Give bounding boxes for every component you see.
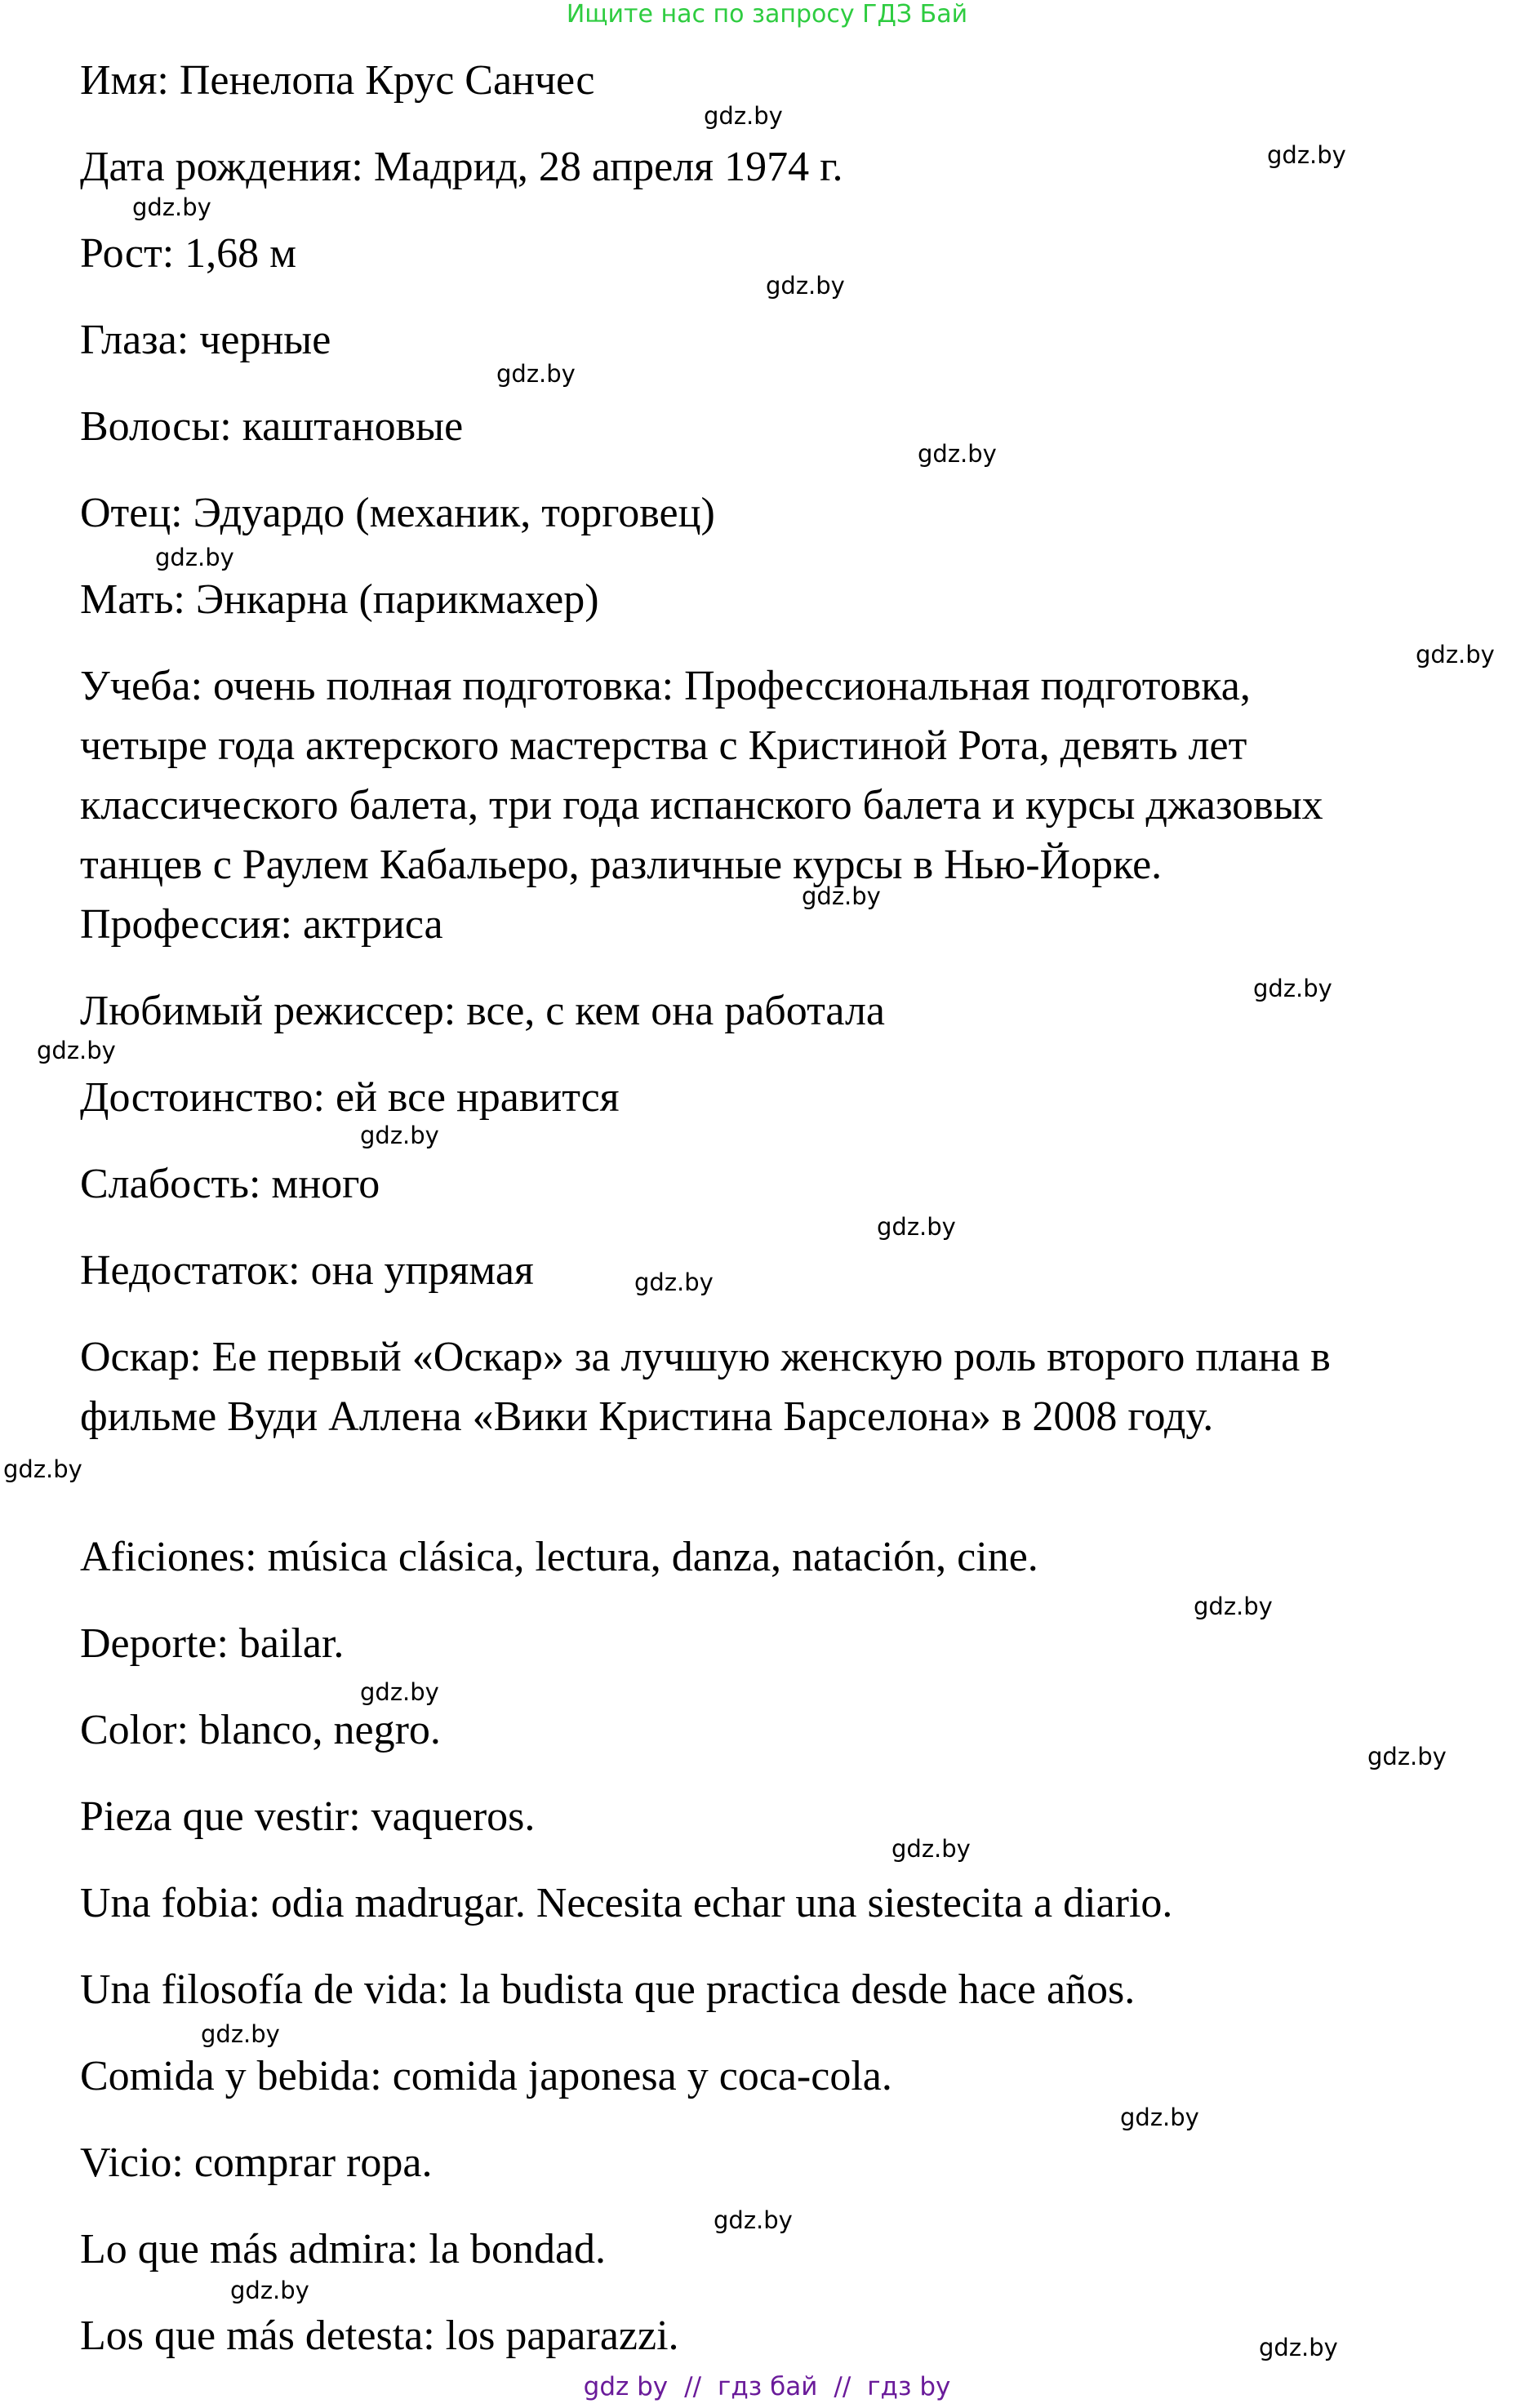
line-vicio: Vicio: comprar ropa. (80, 2139, 433, 2186)
line-aficiones: Aficiones: música clásica, lectura, danza, natación, cine. (80, 1534, 1038, 1580)
line-study-1: Учеба: очень полная подготовка: Профессиональная подготовка, (80, 663, 1251, 709)
footer-watermark (0, 2372, 1534, 2401)
line-weakness: Слабость: много (80, 1161, 380, 1207)
watermark: gdz.by (360, 1122, 439, 1149)
watermark: gdz.by (1253, 975, 1332, 1002)
line-admira: Lo que más admira: la bondad. (80, 2226, 607, 2272)
watermark: gdz.by (132, 193, 211, 221)
search-banner: Ищите нас по запросу ГДЗ Бай (566, 0, 968, 29)
watermark: gdz.by (1120, 2104, 1199, 2131)
watermark: gdz.by (634, 1268, 714, 1296)
line-pieza: Pieza que vestir: vaqueros. (80, 1793, 536, 1840)
watermark: gdz.by (1267, 141, 1346, 169)
watermark: gdz.by (918, 440, 997, 468)
footer-part-1: gdz by (583, 2372, 669, 2401)
watermark: gdz.by (37, 1037, 116, 1064)
watermark: gdz.by (1367, 1743, 1447, 1770)
watermark: gdz.by (201, 2020, 280, 2048)
line-deporte: Deporte: bailar. (80, 1620, 345, 1667)
line-study-3: классического балета, три года испанского балета и курсы джазовых (80, 782, 1323, 829)
line-name: Имя: Пенелопа Крус Санчес (80, 57, 595, 104)
line-oscar-2: фильме Вуди Аллена «Вики Кристина Барселона» в 2008 году. (80, 1393, 1214, 1440)
line-comida: Comida y bebida: comida japonesa y coca-cola. (80, 2053, 892, 2099)
line-profession: Профессия: актриса (80, 901, 443, 948)
line-study-2: четыре года актерского мастерства с Кристиной Рота, девять лет (80, 722, 1247, 769)
line-height: Рост: 1,68 м (80, 230, 297, 277)
footer-part-3: гдз by (867, 2372, 951, 2401)
line-virtue: Достоинство: ей все нравится (80, 1074, 620, 1121)
watermark: gdz.by (766, 272, 845, 300)
line-director: Любимый режиссер: все, с кем она работала (80, 988, 885, 1034)
watermark: gdz.by (230, 2277, 309, 2304)
line-color: Color: blanco, negro. (80, 1707, 441, 1753)
watermark: gdz.by (1416, 641, 1495, 669)
line-father: Отец: Эдуардо (механик, торговец) (80, 490, 715, 536)
line-oscar-1: Оскар: Ее первый «Оскар» за лучшую женскую роль второго плана в (80, 1334, 1331, 1380)
watermark: gdz.by (1259, 2334, 1338, 2361)
line-study-4: танцев с Раулем Кабальеро, различные курсы в Нью-Йорке. (80, 842, 1163, 888)
line-flaw: Недостаток: она упрямая (80, 1247, 534, 1294)
line-mother: Мать: Энкарна (парикмахер) (80, 576, 599, 623)
watermark: gdz.by (1194, 1593, 1273, 1620)
footer-separator: // (684, 2372, 702, 2401)
watermark: gdz.by (891, 1835, 971, 1863)
watermark: gdz.by (496, 360, 576, 388)
watermark: gdz.by (360, 1678, 439, 1706)
watermark: gdz.by (704, 102, 783, 130)
watermark: gdz.by (802, 882, 881, 910)
watermark: gdz.by (714, 2206, 793, 2234)
line-hair: Волосы: каштановые (80, 403, 464, 450)
line-eyes: Глаза: черные (80, 317, 331, 363)
line-filosofia: Una filosofía de vida: la budista que practica desde hace años. (80, 1966, 1136, 2013)
watermark: gdz.by (877, 1213, 956, 1241)
line-birth: Дата рождения: Мадрид, 28 апреля 1974 г. (80, 144, 843, 190)
line-detesta: Los que más detesta: los paparazzi. (80, 2312, 679, 2359)
line-fobia: Una fobia: odia madrugar. Necesita echar una siestecita a diario. (80, 1880, 1173, 1926)
watermark: gdz.by (155, 544, 234, 571)
watermark: gdz.by (3, 1455, 82, 1483)
footer-separator: // (834, 2372, 851, 2401)
footer-part-2: гдз бай (718, 2372, 818, 2401)
